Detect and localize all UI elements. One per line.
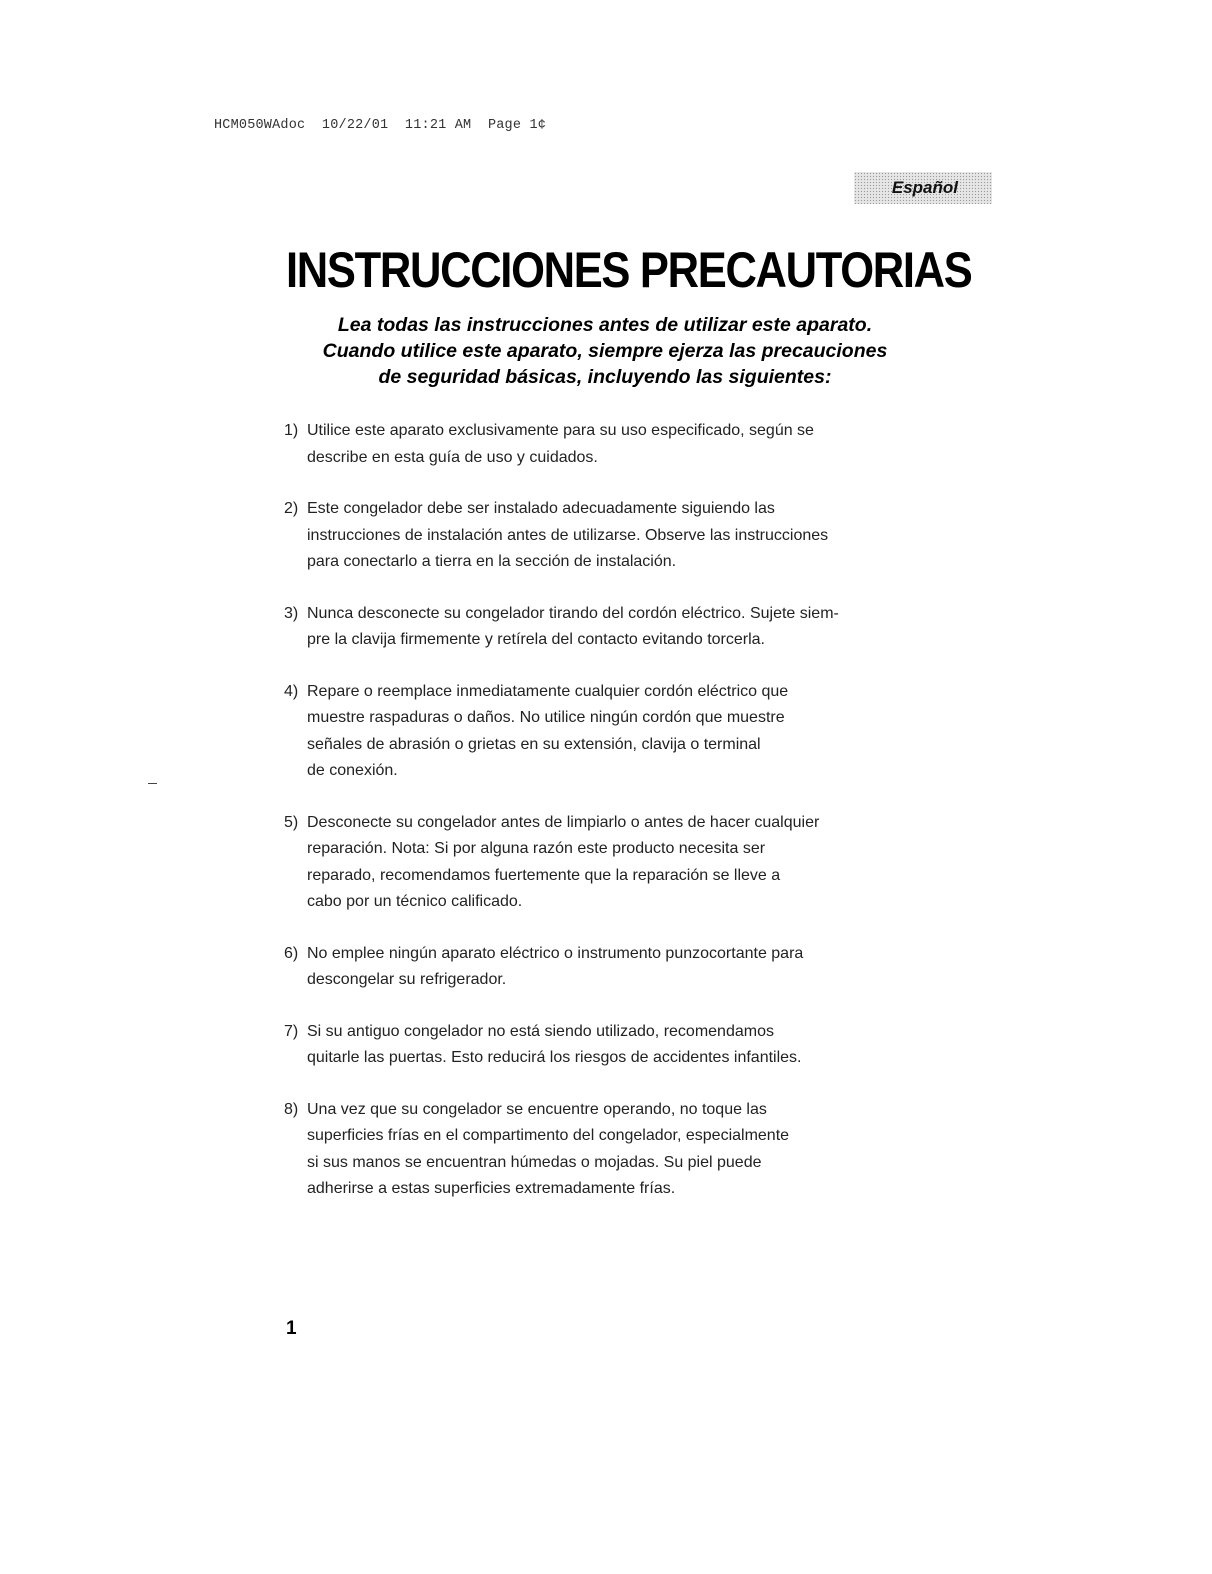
instruction-item-7 [284, 1019, 954, 1072]
instruction-line: Este congelador debe ser instalado adecuadamente siguiendo las [307, 500, 775, 517]
instruction-number: 6) [284, 944, 299, 962]
instruction-number: 1) [284, 422, 299, 439]
instruction-line: pre la clavija firmemente y retírela del contacto evitando torcerla. [307, 631, 765, 648]
subtitle-line: Lea todas las instrucciones antes de utilizar este aparato. [337, 314, 873, 336]
page-title: INSTRUCCIONES PRECAUTORIAS [286, 242, 972, 298]
page-number: 1 [286, 1318, 297, 1339]
instruction-line: describe en esta guía de uso y cuidados. [307, 448, 598, 466]
instruction-item-5 [284, 810, 954, 916]
subtitle-line: de seguridad básicas, incluyendo las siguientes: [378, 366, 832, 388]
instruction-line: Utilice este aparato exclusivamente para su uso especificado, según se [307, 422, 814, 439]
instruction-line: adherirse a estas superficies extremadamente frías. [307, 1180, 676, 1197]
instruction-line: No emplee ningún aparato eléctrico o instrumento punzocortante para [307, 944, 804, 962]
instruction-item-3 [284, 601, 954, 654]
document-header-info: HCM050WAdoc 10/22/01 11:21 AM Page 1¢ [214, 118, 547, 133]
instruction-number: 4) [284, 682, 299, 700]
instruction-line: Una vez que su congelador se encuentre operando, no toque las [307, 1100, 767, 1118]
instruction-line: Si su antiguo congelador no está siendo utilizado, recomendamos [307, 1022, 774, 1040]
instruction-line: Repare o reemplace inmediatamente cualquier cordón eléctrico que [307, 682, 789, 700]
instruction-line: superficies frías en el compartimento del congelador, especialmente [307, 1127, 790, 1144]
instruction-line: de conexión. [307, 762, 398, 779]
instruction-line: Nunca desconecte su congelador tirando del cordón eléctrico. Sujete siem- [307, 604, 839, 622]
instruction-line: instrucciones de instalación antes de utilizarse. Observe las instrucciones [307, 526, 829, 544]
instruction-number: 7) [284, 1022, 299, 1040]
instruction-number: 3) [284, 604, 299, 622]
subtitle-line: Cuando utilice este aparato, siempre ejerza las precauciones [322, 340, 888, 362]
instruction-line: para conectarlo a tierra en la sección de instalación. [307, 553, 677, 570]
instruction-number: 8) [284, 1100, 299, 1118]
instruction-item-2 [284, 496, 954, 576]
instruction-line: señales de abrasión o grietas en su extensión, clavija o terminal [307, 735, 761, 753]
instruction-line: quitarle las puertas. Esto reducirá los riesgos de accidentes infantiles. [307, 1049, 802, 1066]
instruction-item-8 [284, 1097, 954, 1203]
instruction-item-1 [284, 418, 954, 471]
instruction-line: descongelar su refrigerador. [307, 971, 507, 988]
instruction-line: Desconecte su congelador antes de limpiarlo o antes de hacer cualquier [307, 813, 820, 831]
instruction-number: 5) [284, 813, 299, 831]
instruction-item-4 [284, 679, 954, 785]
subtitle [260, 312, 950, 390]
instruction-line: muestre raspaduras o daños. No utilice ningún cordón que muestre [307, 709, 785, 726]
margin-mark [148, 783, 157, 784]
instruction-item-6 [284, 941, 954, 994]
language-tag: Español [854, 172, 992, 204]
instruction-list [284, 418, 954, 1203]
instruction-line: cabo por un técnico calificado. [307, 893, 523, 910]
instruction-line: reparado, recomendamos fuertemente que la reparación se lleve a [307, 866, 781, 884]
instruction-line: reparación. Nota: Si por alguna razón este producto necesita ser [307, 840, 766, 857]
instruction-number: 2) [284, 500, 299, 517]
instruction-line: si sus manos se encuentran húmedas o mojadas. Su piel puede [307, 1153, 762, 1171]
